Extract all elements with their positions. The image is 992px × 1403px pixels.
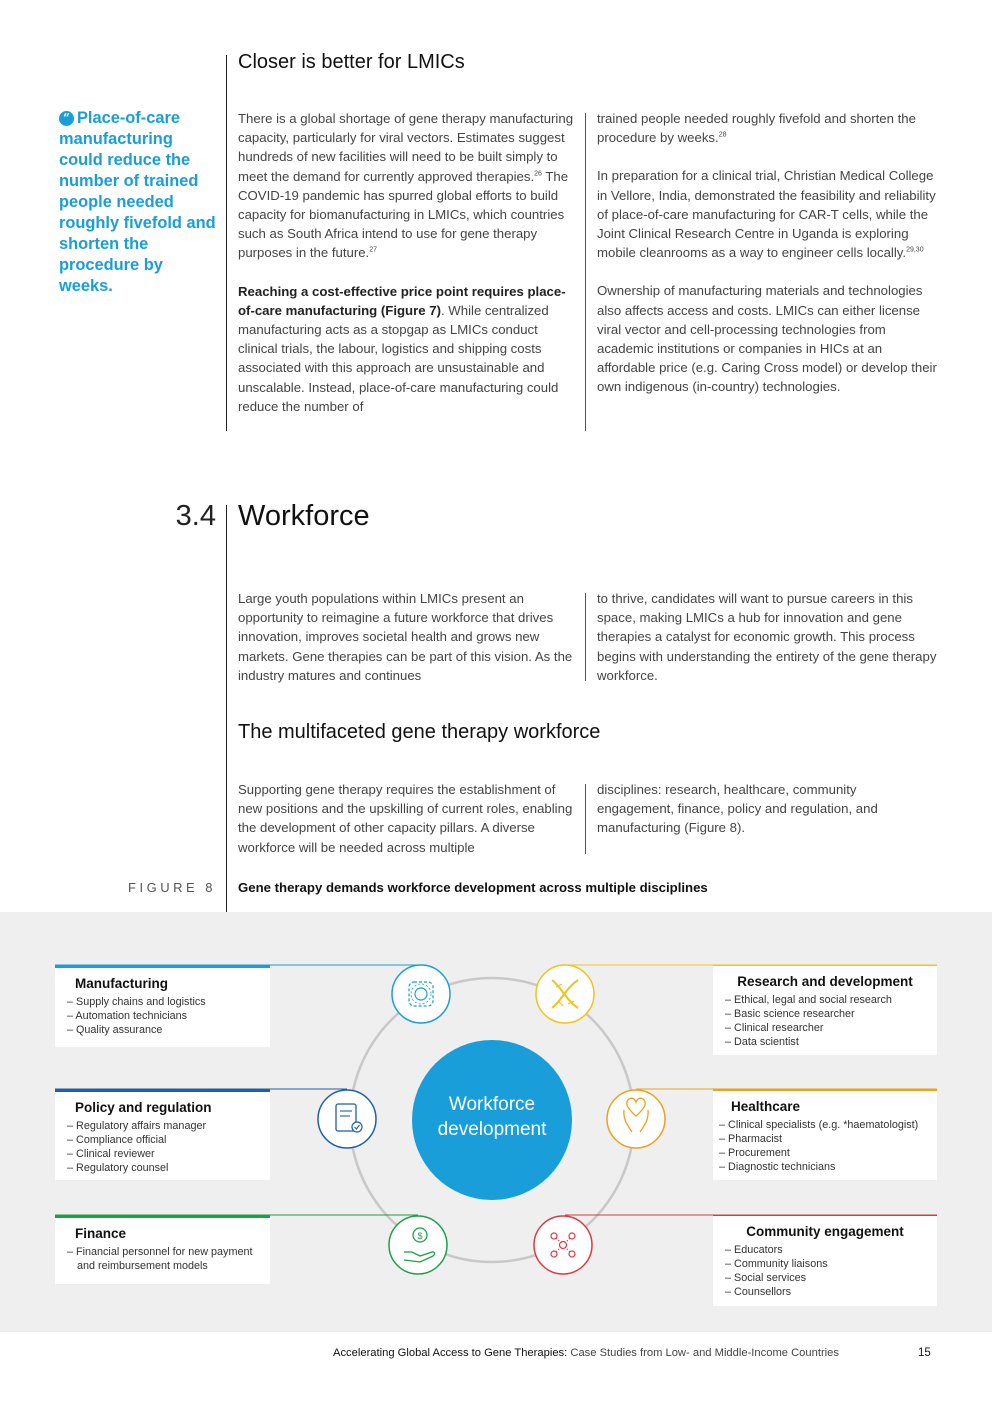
figure-caption: Gene therapy demands workforce development across multiple disciplines xyxy=(238,880,708,895)
gear-chip-icon xyxy=(392,965,450,1023)
footnote-ref[interactable]: 28 xyxy=(718,131,727,139)
quote-icon: “ xyxy=(59,111,74,126)
list-item: – Procurement xyxy=(719,1146,925,1160)
subheading-multifaceted: The multifaceted gene therapy workforce xyxy=(238,721,601,743)
list-item: – Automation technicians xyxy=(67,1009,258,1023)
hands-heart-icon xyxy=(607,1090,665,1148)
list-item: – Community liaisons xyxy=(725,1257,925,1271)
workforce-column-2: to thrive, candidates will want to pursue careers in this space, making LMICs a hub for innovation and gene therapies a catalyst for economic growth. This process begins with understanding the entirety of the gene therapy workforce. xyxy=(597,591,937,683)
closer-column-1 xyxy=(238,109,578,435)
paragraph: Ownership of manufacturing materials and technologies also affects access and costs. LMICs can either license viral vector and cell-processing technologies from academic institutions or companies in HICs at an affordable price (e.g. Caring Cross model) or develop their own indigenous (in-country) technologies. xyxy=(597,283,937,395)
dna-icon xyxy=(536,965,594,1023)
column-separator xyxy=(585,593,586,681)
paragraph: In preparation for a clinical trial, Christian Medical College in Vellore, India, demonstrated the feasibility and reliability of place-of-care manufacturing for CAR-T cells, while the Joint Clinical Research Centre in Uganda is exploring mobile cleanrooms as a way to engineer cells locally.$^{29,30}$ xyxy=(597,168,936,261)
paragraph: There is a global shortage of gene therapy manufacturing capacity, particularly for viral vectors. Estimates suggest hundreds of new facilities will need to be built simply to meet the demand for currently approved therapies.$^{26}$ The COVID-19 pandemic has spurred global efforts to build capacity for biomanufacturing in LMICs, which countries such as South Africa intend to use for gene therapy purposes in the future.$^{27}$ xyxy=(238,111,574,261)
list-item: – Supply chains and logistics xyxy=(67,995,258,1009)
card-list xyxy=(67,995,258,1037)
card-policy xyxy=(55,1092,270,1180)
list-item: – Clinical researcher xyxy=(725,1021,925,1035)
running-footer: Accelerating Global Access to Gene Therapies: Case Studies from Low- and Middle-Income Countries xyxy=(333,1347,839,1359)
multifaceted-column-2: disciplines: research, healthcare, community engagement, finance, policy and regulation, and manufacturing (Figure 8). xyxy=(597,782,878,836)
people-network-icon xyxy=(534,1216,592,1274)
list-item: – Clinical specialists (e.g. *haematologist) xyxy=(719,1118,925,1132)
section-rule-bottom xyxy=(226,505,227,912)
card-list xyxy=(719,1118,925,1174)
card-list xyxy=(725,993,925,1049)
list-item: – Basic science researcher xyxy=(725,1007,925,1021)
section-title: Workforce xyxy=(238,500,370,532)
list-item: – Regulatory counsel xyxy=(67,1161,258,1175)
paragraph: Reaching a cost-effective price point requires place-of-care manufacturing (Figure 7). While centralized manufacturing acts as a stopgap as LMICs conduct clinical trials, the labour, logistics and shipping costs associated with this approach are unsustainable and unscalable. Instead, place-of-care manufacturing could reduce the number of xyxy=(238,283,566,414)
column-separator xyxy=(585,113,586,431)
card-title: Community engagement xyxy=(746,1224,904,1239)
footnote-ref[interactable]: 27 xyxy=(369,247,378,255)
card-list xyxy=(725,1243,925,1299)
card-finance xyxy=(55,1218,270,1284)
list-item: – Counsellors xyxy=(725,1285,925,1299)
list-item: – Ethical, legal and social research xyxy=(725,993,925,1007)
card-list xyxy=(67,1245,258,1273)
card-research xyxy=(713,966,937,1055)
paragraph: trained people needed roughly fivefold and shorten the procedure by weeks.$^{28}$ xyxy=(597,111,916,146)
card-list xyxy=(67,1119,258,1175)
list-item: – Regulatory affairs manager xyxy=(67,1119,258,1133)
list-item: – Social services xyxy=(725,1271,925,1285)
center-label: Workforce development xyxy=(437,1094,547,1140)
footnote-ref[interactable]: 29,30 xyxy=(906,246,924,254)
card-title: Policy and regulation xyxy=(75,1100,212,1115)
card-title: Research and development xyxy=(737,974,913,989)
section-rule-top xyxy=(226,55,227,431)
card-community xyxy=(713,1216,937,1306)
list-item: – Diagnostic technicians xyxy=(719,1160,925,1174)
list-item: – Quality assurance xyxy=(67,1023,258,1037)
card-healthcare xyxy=(713,1091,937,1180)
money-hand-icon xyxy=(389,1216,447,1274)
card-title: Manufacturing xyxy=(75,976,168,991)
subheading-closer: Closer is better for LMICs xyxy=(238,51,465,73)
closer-column-2 xyxy=(597,109,937,416)
figure-label: FIGURE 8 xyxy=(128,880,216,895)
column-separator xyxy=(585,784,586,854)
document-check-icon xyxy=(318,1090,376,1148)
pull-quote-text: Place-of-care manufacturing could reduce the number of trained people needed roughly fivefold and shorten the procedure by weeks. xyxy=(59,109,216,295)
list-item: – Compliance official xyxy=(67,1133,258,1147)
section-number: 3.4 xyxy=(175,500,216,532)
workforce-column-1: Large youth populations within LMICs present an opportunity to reimagine a future workforce that drives innovation, improves societal health and grows new markets. Gene therapies can be part of this vision. As the industry matures and continues xyxy=(238,591,573,683)
footnote-ref[interactable]: 26 xyxy=(534,170,542,178)
card-title: Healthcare xyxy=(731,1099,801,1114)
page-number: 15 xyxy=(918,1347,931,1359)
card-title: Finance xyxy=(75,1226,127,1241)
svg-text:$: $ xyxy=(417,1231,423,1241)
pull-quote xyxy=(59,108,219,297)
list-item: – Data scientist xyxy=(725,1035,925,1049)
multifaceted-column-1: Supporting gene therapy requires the establishment of new positions and the upskilling of current roles, enabling the development of other capacity pillars. A diverse workforce will be needed across multiple xyxy=(238,782,573,855)
list-item: – Clinical reviewer xyxy=(67,1147,258,1161)
list-item: – Financial personnel for new payment and reimbursement models xyxy=(67,1245,258,1273)
list-item: – Pharmacist xyxy=(719,1132,925,1146)
card-manufacturing xyxy=(55,968,270,1047)
list-item: – Educators xyxy=(725,1243,925,1257)
